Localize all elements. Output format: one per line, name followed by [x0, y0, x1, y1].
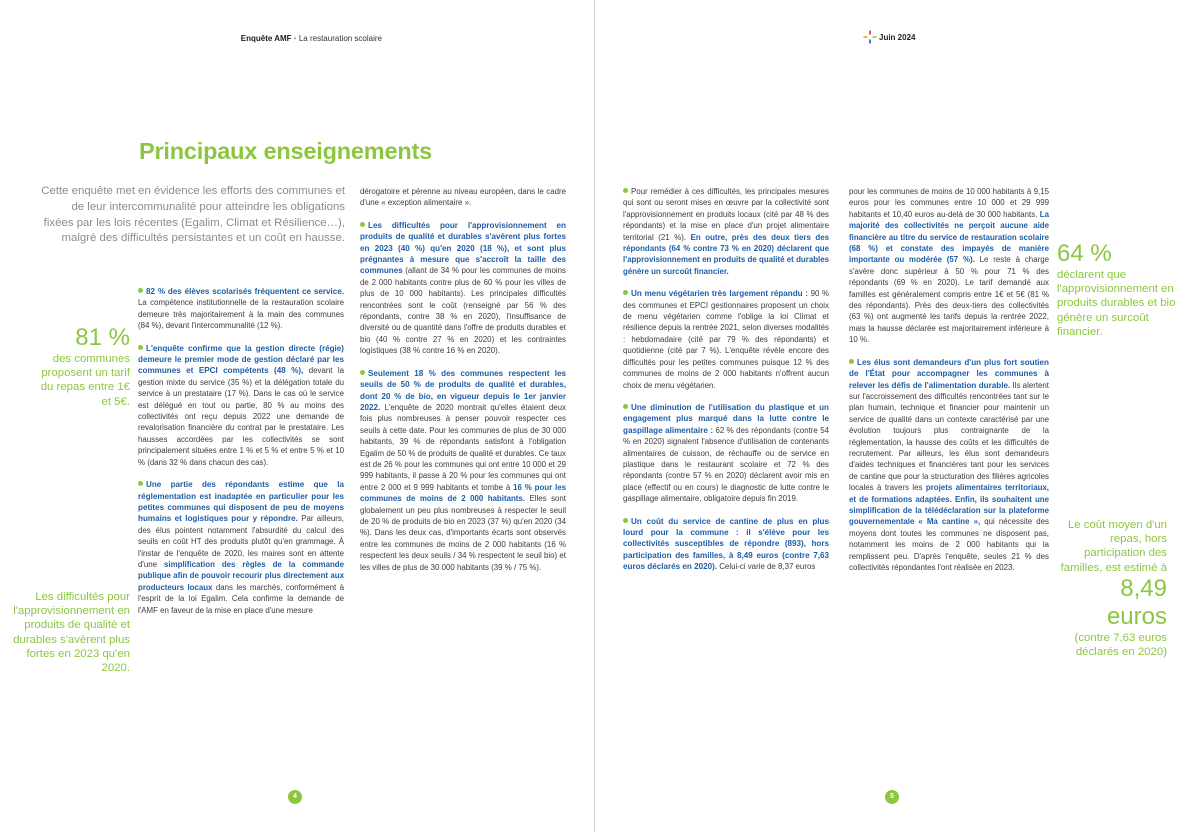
- bullet-icon: [623, 290, 628, 295]
- amf-logo-icon: [863, 30, 877, 44]
- header-right: [863, 30, 915, 44]
- kpi-surcout-value: 64 %: [1057, 240, 1112, 267]
- kpi-tarif-text: des communes proposent un tarif du repas entre 1€ et 5€.: [40, 353, 130, 408]
- kpi-tarif: [32, 324, 130, 409]
- header-date: Juin 2024: [879, 32, 916, 42]
- column-4: [849, 186, 1049, 584]
- column-1: [138, 286, 344, 627]
- paragraph-gestion: L'enquête confirme que la gestion directe (régie) demeure le premier mode de gestion déclaré par les communes et EPCI compétents (48 %), devant la gestion mixte du service (35 %) et la délégation totale du service à un prestataire (17 %). Dans le cas où le service est délégué en tout ou partie, 80 % au moins des collectivités ont reçu depuis 2022 une demande de revalorisation financière du contrat par le prestataire. Les hausses accordées par les collectivités se sont principalement situées entre 1 % et 5 % et entre 5 % et 10 % (dans 32 % dans chacun des cas).: [138, 343, 344, 467]
- bullet-icon: [138, 481, 143, 486]
- kpi-cout-repas-value: 8,49 euros: [1106, 574, 1167, 630]
- paragraph-derogatoire: dérogatoire et pérenne au niveau européen, dans le cadre d'une « exception alimentaire ».: [360, 187, 566, 208]
- bullet-icon: [623, 404, 628, 409]
- paragraph-approvisionnement: Les difficultés pour l'approvisionnement en produits de qualité et durables s'avèrent plus fortes en 2023 (40 %) qu'en 2020 (18 %), et sont plus prégnantes à mesure que s'accroît la taille des communes (allant de 34 % pour les communes de moins de 2 000 habitants contre plus de 60 % pour les villes de plus de 10 000 habitants). Les principales difficultés rencontrées sont le coût (renseigné par 56 % des répondants, contre 38 % en 2020), l'insuffisance de diversité ou de quantité dans l'offre de produits durables et bio (40 % contre 27 % en 2020) et les contraintes logistiques (38 % contre 16 % en 2020).: [360, 220, 566, 356]
- kpi-surcout-text: déclarent que l'approvisionnement en produits durables et bio génère un surcoût financier.: [1057, 269, 1176, 338]
- kpi-tarif-value: 81 %: [75, 324, 130, 351]
- paragraph-eleves: 82 % des élèves scolarisés fréquentent ce service. La compétence institutionnelle de la restauration scolaire demeure très majoritairement à la main des communes (84 %), devant l'intercommunalité (12 %).: [138, 287, 344, 331]
- bullet-icon: [360, 222, 365, 227]
- bullet-icon: [849, 359, 854, 364]
- kpi-cout-repas: [1057, 518, 1167, 659]
- column-2: [360, 186, 566, 584]
- intro-paragraph: Cette enquête met en évidence les efforts des communes et de leur intercommunalité pour atteindre les obligations fixées par les lois récentes (Egalim, Climat et Résilience…), malgré des difficultés persistantes et un coût en hausse.: [41, 185, 345, 245]
- kpi-difficultes: [8, 590, 130, 675]
- paragraph-remedier: Pour remédier à ces difficultés, les principales mesures qui sont ou seront mises en œuvre par la collectivité sont l'approvisionnement en produits locaux (cité par 48 % des répondants) et la mise en place d'un projet alimentaire territorial (21 %). En outre, près des deux tiers des répondants (64 % contre 73 % en 2020) déclarent que l'approvisionnement en produits de qualité et durables génère un surcoût financier.: [623, 187, 829, 276]
- header-brand: Enquête AMF: [240, 34, 292, 43]
- right-page: [595, 0, 1189, 832]
- paragraph-vegetarien: Un menu végétarien très largement répandu : 90 % des communes et EPCI gestionnaires proposent un choix de menu végétarien comme l'oblige la loi Climat et résilience depuis la rentrée 2021, selon diverses modalités : hebdomadaire (cité par 79 % des répondants) et quotidienne (cité par 7 %). L'enquête révèle encore des difficultés pour les petites communes puisque 12 % des communes de moins de 2 000 habitants n'offrent aucun choix de menu végétarien.: [623, 289, 829, 390]
- paragraph-cout: Un coût du service de cantine de plus en plus lourd pour la commune : il s'élève pour les collectivités susceptibles de répondre (893), hors participation des familles, à 8,49 euros (contre 7,63 euros déclarés en 2020). Celui-ci varie de 8,37 euros: [623, 516, 829, 572]
- paragraph-reglementation: Une partie des répondants estime que la réglementation est inadaptée en particulier pour les petites communes qui disposent de peu de moyens humains et logistiques pour y répondre. Par ailleurs, des élus pointent notamment l'absurdité du calcul des seuils en coût HT des produits plutôt qu'en grammage. À l'instar de l'enquête de 2020, les maires sont en attente d'une simplification des règles de la commande publique afin de pouvoir recourir plus directement aux producteurs locaux dans les marchés, conformément à l'esprit de la loi Egalim. Cela confirme la demande de l'AMF en faveur de la mise en place d'une mesure: [138, 480, 344, 615]
- kpi-cout-repas-sub: (contre 7,63 euros déclarés en 2020): [1074, 631, 1167, 659]
- bullet-icon: [623, 518, 628, 523]
- page-title: Principaux enseignements: [139, 138, 432, 164]
- column-3: [623, 186, 829, 584]
- header-separator: •: [293, 34, 297, 43]
- bullet-icon: [623, 188, 628, 193]
- bullet-icon: [360, 370, 365, 375]
- kpi-surcout: [1057, 240, 1183, 339]
- paragraph-aides: pour les communes de moins de 10 000 habitants à 9,15 euros pour les communes entre 10 000 et 29 999 habitants et 10,40 euros au-delà de 30 000 habitants. La majorité des collectivités ne perçoit aucune aide financière au titre du service de restauration scolaire (68 %) et constate des impayés de manière importante ou modérée (57 %). Le reste à charge s'avère donc supérieur à 50 % pour 71 % des répondants (69 % en 2020). Le tarif demandé aux familles est généralement compris entre 1€ et 5€ (81 % des répondants). Près des deux-tiers des collectivités (63 %) ont augmenté les tarifs depuis la rentrée 2022, mais la hausse déclarée est majoritairement inférieure à 10 %.: [849, 187, 1049, 345]
- page-number-left: 4: [288, 790, 302, 804]
- paragraph-plastique: Une diminution de l'utilisation du plastique et un engagement plus marqué dans la lutte contre le gaspillage alimentaire : 62 % des répondants (contre 54 % en 2020) signalent l'absence d'utilisation de contenants alimentaires de cuisson, de réchauffe ou de service en plastique dans le restaurant scolaire et 72 % des répondants (contre 57 % en 2020) déclarent avoir mis en place (effectif ou en cours) le diagnostic de lutte contre le gaspillage alimentaire, obligatoire depuis fin 2019.: [623, 402, 830, 504]
- header-left: [241, 34, 382, 43]
- paragraph-soutien-etat: Les élus sont demandeurs d'un plus fort soutien de l'État pour accompagner les communes à relever les défis de l'alimentation durable. Ils alertent sur l'accroissement des difficultés rencontrées tant sur le plan humain, technique et financier pour maintenir un service de qualité dans un contexte caractérisé par une évolution toujours plus contraignante de la réglementation, la hausse des coûts et les difficultés de recrutement. Par ailleurs, les élus sont demandeurs d'aides techniques et financières tant pour les services de cantine que pour la structuration des filières agricoles locales à travers les projets alimentaires territoriaux, et de formations adaptées. Enfin, ils souhaitent une simplification de la télédéclaration sur la plateforme gouvernementale « Ma cantine », qui nécessite des moyens dont toutes les communes ne disposent pas, notamment les moins de 2 000 habitants qui la remplissent peu. D'après l'enquête, seules 21 % des collectivités répondantes l'ont réalisée en 2023.: [849, 357, 1049, 572]
- kpi-cout-repas-text: Le coût moyen d'un repas, hors participation des familles, est estimé à: [1060, 519, 1167, 574]
- bullet-icon: [138, 288, 143, 293]
- left-page: [0, 0, 594, 832]
- kpi-difficultes-text: Les difficultés pour l'approvisionnement en produits de qualité et durables s'avèrent plus fortes en 2023 qu'en 2020.: [13, 591, 130, 675]
- page-number-right: 5: [885, 790, 899, 804]
- paragraph-seuils: Seulement 18 % des communes respectent les seuils de 50 % de produits de qualité et durables, dont 20 % de bio, en vigueur depuis le 1er janvier 2022. L'enquête de 2020 montrait qu'elles étaient deux fois plus nombreuses à penser pouvoir respecter ces seuils à cette date. Pour les communes de plus de 30 000 habitants, 39 % de répondants satisfont à l'obligation Egalim de 50 % de produits de qualité et durables. Ce taux est de 26 % pour les communes qui ont entre 10 000 et 29 999 habitants, il passe à 20 % pour les communes qui ont entre 2 000 et 9 999 habitants et tombe à 16 % pour les communes de moins de 2 000 habitants. Elles sont globalement un peu plus nombreuses à respecter le seuil de 20 % de produits de bio en 2023 (37 %) qu'en 2020 (34 %). Dans les deux cas, d'importants écarts sont observés entre les communes de moins de 2 000 habitants (16 % respectent les deux seuils / 34 % respectent le seuil bio) et les villes de plus de 30 000 habitants (39 % / 75 %).: [360, 368, 566, 572]
- bullet-icon: [138, 345, 143, 350]
- header-topic: La restauration scolaire: [298, 34, 382, 43]
